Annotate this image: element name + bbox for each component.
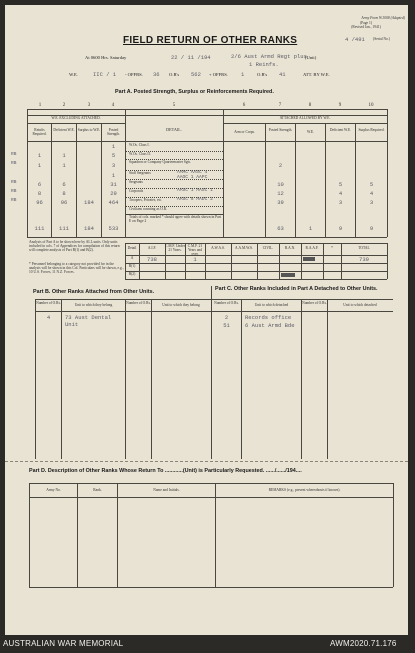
offrs-value: 36 — [153, 71, 160, 78]
an-hdr-star: * — [331, 246, 333, 250]
sgt-def: 6 — [62, 181, 66, 188]
plus-offrs-label: + OFFRS. — [209, 72, 228, 77]
form-number: Army Form W.3008 (Adapted) — [361, 16, 405, 20]
att-label: ATT. BY W.E. — [303, 72, 330, 77]
we-label: W.E. — [69, 72, 79, 77]
cpl-def-r: 4 — [338, 190, 343, 197]
row-sgt-label: Sergeants — [129, 180, 143, 184]
sqms-posted-r: 2 — [278, 162, 283, 169]
tpr-posted: 464 — [108, 199, 119, 206]
margin-mark-sgt: RB — [11, 180, 17, 185]
an-hdr-total: TOTAL — [358, 246, 370, 250]
hdr-surplus-r: Surplus Required. — [358, 128, 385, 132]
c-row1-unit: Records office — [245, 314, 292, 321]
wo2-def: 1 — [62, 152, 66, 159]
an-a-total: 739 — [359, 256, 369, 263]
sqms-def: 1 — [62, 162, 66, 169]
d-hdr-rank: Rank. — [93, 488, 102, 492]
c-row2-n: 51 — [223, 322, 230, 329]
form-page: (Page 1) — [359, 21, 373, 25]
an-hdr-detail: Detail — [127, 246, 137, 250]
group-left-header: W.E. EXCLUDING ATTACHED. — [51, 116, 101, 120]
tpr-surplus: 184 — [84, 199, 94, 206]
sgt-surplus-r: 5 — [369, 181, 374, 188]
sqms-reinf: 1 — [37, 162, 42, 169]
cpl-surplus-r: 4 — [369, 190, 374, 197]
c-row1-n: 2 — [224, 314, 229, 321]
cpl-def: 8 — [62, 190, 66, 197]
sgt-posted: 31 — [110, 181, 117, 188]
total-posted-r: 63 — [277, 225, 284, 232]
col-num-6: 6 — [242, 103, 246, 108]
c-row2-unit: 6 Aust Armd Bde — [245, 322, 295, 329]
an-hdr-ran: R.A.N. — [284, 246, 296, 250]
cpl-reinf: 8 — [37, 190, 42, 197]
total-we-r: 1 — [308, 225, 313, 232]
wo2-reinf: 1 — [37, 152, 42, 159]
total-def-r: 9 — [338, 225, 343, 232]
an-hdr-cmf-21: C.M.F. 21 Years and over. — [187, 244, 203, 256]
ors-value: 562 — [191, 71, 201, 78]
col-num-1: 1 — [38, 103, 42, 108]
tpr-def: 96 — [60, 199, 68, 206]
total-def: 111 — [59, 225, 69, 232]
col-num-7: 7 — [278, 103, 282, 108]
row-total-label: Totals of cols. marked * should agree with details shown in Part E on Page 2 — [129, 215, 221, 223]
footer-institution: AUSTRALIAN WAR MEMORIAL — [3, 639, 124, 648]
offrs2-value: 1 — [241, 71, 245, 78]
col-num-9: 9 — [338, 103, 342, 108]
hdr-deficient-r: Deficient W.E. — [329, 128, 352, 132]
an-row-b1: B(1) — [128, 264, 136, 268]
hdr-posted: Posted Strength. — [106, 128, 121, 136]
serial-label: (Serial No.) — [373, 37, 390, 41]
b-row-unit: 73 Aust Dental Unit — [65, 314, 112, 328]
part-b-title: Part B. Other Ranks Attached from Other Units. — [33, 289, 155, 295]
group-right-header: ATTACHED ALLOWED BY W.E. — [279, 116, 331, 120]
tpr-arm-typed: AASC 5 AADC 2 — [177, 197, 213, 202]
sgt-posted-r: 10 — [277, 181, 284, 188]
tpr-def-r: 3 — [338, 199, 343, 206]
hdr-we-r: W.E. — [306, 130, 315, 134]
ors2-label: O.R's — [257, 72, 268, 77]
ors-label: O.R's — [169, 72, 180, 77]
an-hdr-awas: A.W.A.S. — [211, 246, 225, 250]
b-hdr-n2: Number of O.Rs. — [126, 301, 151, 305]
col-num-4: 4 — [111, 103, 115, 108]
b-row-n: 4 — [46, 314, 51, 321]
we-value: IIC / 1 — [93, 71, 117, 78]
detail-header: DETAIL. — [166, 127, 182, 132]
tpr-surplus-r: 3 — [369, 199, 374, 206]
d-hdr-remarks: REMARKS (e.g., present whereabouts if known). — [268, 488, 341, 492]
cpl-arm-typed: AASC 1 AASC 1 — [177, 188, 213, 193]
an-a-aif: 738 — [147, 256, 157, 263]
row-sqms-label: Squadron or Company Quartermaster Sgts. — [129, 160, 191, 164]
ors2-value: 41 — [279, 71, 286, 78]
c-hdr-n1: Number of O.Rs. — [214, 301, 239, 305]
hdr-reinfts: Reinfts Required. — [32, 128, 47, 136]
hdr-deficient: Deficient W.E. — [53, 128, 75, 132]
margin-mark-wo2: RB — [11, 152, 17, 157]
tpr-reinf: 96 — [36, 199, 43, 206]
part-a-title: Part A. Posted Strength, Surplus or Reinforcements Required. — [115, 89, 274, 95]
an-row-b2: B(2) — [128, 272, 136, 276]
col-num-5: 5 — [172, 103, 176, 108]
unit-name: 2/6 Aust Armd Regt plus — [231, 53, 307, 60]
col-num-10: 10 — [368, 103, 374, 108]
total-reinf: 111 — [34, 225, 45, 232]
row-wo1-label: W.Os. Class I. — [129, 143, 150, 147]
redaction-mark-2 — [303, 257, 315, 261]
total-surplus-r: 9 — [369, 225, 374, 232]
hdr-surplus: Surplus to W.E. — [77, 128, 101, 132]
row-ssgt-label: Staff Sergeants — [129, 171, 151, 175]
c-hdr-u2: Unit to which detached — [343, 303, 377, 307]
tpr-posted-r: 39 — [277, 199, 284, 206]
b-hdr-n1: Number of O.Rs. — [36, 301, 61, 305]
serial-value: 4 /491 — [345, 36, 365, 43]
row-wo2-label: W.Os. Class II. — [129, 152, 151, 156]
row-civ-label: Civilians counting as O.R. — [129, 207, 168, 211]
an-hdr-raaf: R.A.A.F. — [305, 246, 319, 250]
d-hdr-armyno: Army No. — [46, 488, 61, 492]
row-cpl-label: Corporals — [129, 189, 144, 193]
row-tpr-label: Troopers, Privates, etc. — [129, 198, 163, 202]
page-title: FIELD RETURN OF OTHER RANKS — [123, 35, 298, 46]
an-hdr-aamws: A.A.M.W.S. — [235, 246, 253, 250]
cpl-posted: 29 — [110, 190, 117, 197]
ssgt-posted: 1 — [111, 172, 116, 179]
unit-label: (Unit) — [305, 55, 317, 60]
total-posted: 533 — [108, 225, 119, 232]
wo1-posted: 1 — [111, 143, 116, 150]
return-date: 22 / 11 /194 — [171, 54, 211, 61]
ssgt-arm-typed-2: AAOC 1 AAPC — [177, 175, 208, 180]
sgt-reinf: 6 — [37, 181, 42, 188]
margin-mark-sqms: RB — [11, 161, 17, 166]
col-num-8: 8 — [308, 103, 312, 108]
cpl-posted-r: 12 — [277, 190, 284, 197]
sqms-posted: 3 — [111, 162, 116, 169]
part-d-title: Part D. Description of Other Ranks Whose Return To ............(Unit) is Particularly Requested. ....../....../194.... — [29, 468, 302, 474]
part-c-title: Part C. Other Ranks Included in Part A Detached to Other Units. — [215, 286, 378, 292]
time-line-label: At 0600 Hrs. Saturday — [85, 55, 127, 60]
sgt-def-r: 5 — [338, 181, 343, 188]
redaction-mark — [281, 273, 295, 277]
form-sheet — [5, 5, 408, 635]
an-hdr-civil: CIVIL. — [262, 246, 274, 250]
col-num-2: 2 — [62, 103, 66, 108]
an-row-a: A — [130, 256, 134, 260]
wo2-posted: 5 — [111, 152, 116, 159]
c-hdr-u1: Unit to which detached — [254, 303, 289, 307]
d-hdr-name: Name and Initials. — [153, 488, 180, 492]
analysis-note: Analysis of Part A to be shown here by ALL units. Only units included in cols. 7 of Appendices for compilation of this return will complete analysis of Part B(1) and B(2). — [29, 240, 120, 252]
footer-accession: AWM2020.71.176 — [330, 639, 397, 648]
an-a-cmf: 1 — [193, 256, 197, 263]
an-hdr-cmf-u21: C.M.F. Under 21 Years. — [165, 244, 185, 252]
unit-name-2: 1 Reinfs. — [249, 61, 279, 68]
col-num-3: 3 — [87, 103, 91, 108]
b-hdr-u2: Unit to which they belong — [162, 303, 200, 307]
b-hdr-u1: Unit to which they belong — [74, 303, 113, 307]
analysis-note-2: * Personnel belonging to a category not provided for in the analysis will be shown in this Col. Particulars will be shown, e.g., 10 U.S. Forces, 11 N.Z. Forces. — [29, 262, 124, 274]
margin-mark-tpr: RB — [11, 198, 17, 203]
hdr-posted-r: Posted Strength. — [268, 128, 293, 132]
ssgt-arm-typed: AAMC AASC 4 — [177, 170, 208, 175]
hdr-arm: Arm or Corps. — [234, 130, 255, 134]
c-hdr-n2: Number of O.Rs. — [302, 301, 327, 305]
total-surplus: 184 — [84, 225, 94, 232]
form-revised: (Revised Jan., 1941) — [351, 25, 381, 29]
offrs-label: - OFFRS. — [125, 72, 143, 77]
margin-mark-cpl: RB — [11, 189, 17, 194]
an-hdr-aif: A.I.F. — [147, 246, 157, 250]
